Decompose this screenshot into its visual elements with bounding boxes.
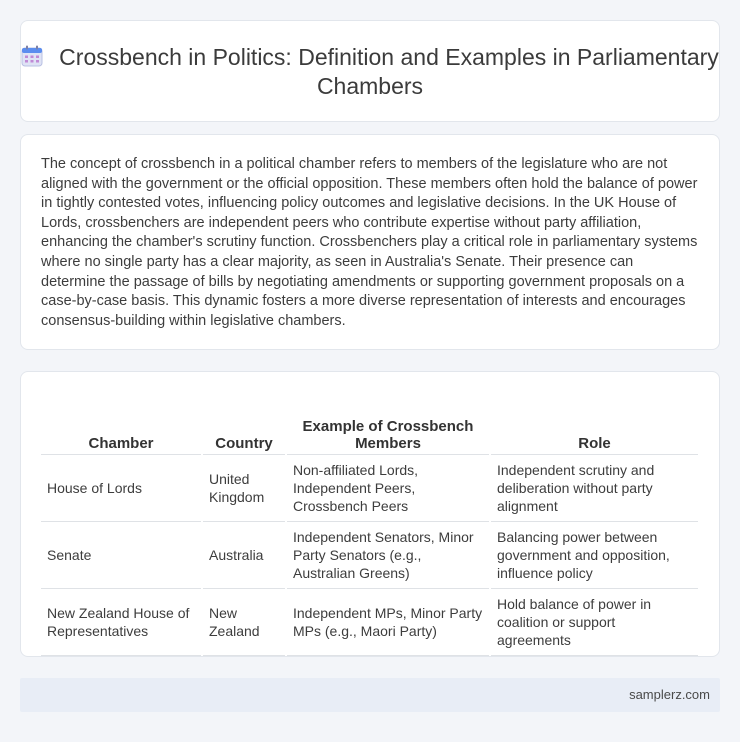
cell-role: Hold balance of power in coalition or support agreements — [490, 588, 698, 655]
column-header-example: Example of Crossbench Members — [286, 392, 490, 454]
footer — [20, 678, 720, 712]
column-header-role: Role — [490, 392, 698, 454]
footer-link[interactable]: samplerz.com — [629, 687, 710, 702]
title-card — [20, 20, 720, 122]
table-row — [41, 454, 698, 521]
cell-country: New Zealand — [202, 588, 286, 655]
column-header-country: Country — [202, 392, 286, 454]
cell-example: Independent MPs, Minor Party MPs (e.g., Maori Party) — [286, 588, 490, 655]
description-text: The concept of crossbench in a political chamber refers to members of the legislature who are not aligned with the government or the official opposition. These members often hold the balance of power in tightly contested votes, influencing policy outcomes and legislative decisions. In the UK House of Lords, crossbenchers are independent peers who contribute expertise without party affiliation, enhancing the chamber's scrutiny function. Crossbenchers play a critical role in parliamentary systems where no single party has a clear majority, as seen in Australia's Senate. Their presence can determine the passage of bills by negotiating amendments or supporting government proposals on a case-by-case basis. This dynamic fosters a more diverse representation of interests and encourages consensus-building within legislative chambers. — [41, 156, 698, 329]
cell-role: Independent scrutiny and deliberation without party alignment — [490, 454, 698, 521]
cell-example: Non-affiliated Lords, Independent Peers, Crossbench Peers — [286, 454, 490, 521]
cell-country: United Kingdom — [202, 454, 286, 521]
description-card — [20, 134, 720, 350]
cell-chamber: New Zealand House of Representatives — [41, 588, 202, 655]
calendar-icon — [21, 45, 43, 67]
column-header-chamber: Chamber — [41, 392, 202, 454]
page-title — [21, 43, 719, 101]
cell-example: Independent Senators, Minor Party Senators (e.g., Australian Greens) — [286, 521, 490, 588]
cell-chamber: House of Lords — [41, 454, 202, 521]
cell-role: Balancing power between government and opposition, influence policy — [490, 521, 698, 588]
crossbench-table — [41, 392, 698, 656]
table-card — [20, 371, 720, 657]
table-row — [41, 521, 698, 588]
table-header-row — [41, 392, 698, 454]
page-title-text: Crossbench in Politics: Definition and Examples in Parliamentary Chambers — [59, 44, 719, 99]
cell-country: Australia — [202, 521, 286, 588]
cell-chamber: Senate — [41, 521, 202, 588]
table-row — [41, 588, 698, 655]
